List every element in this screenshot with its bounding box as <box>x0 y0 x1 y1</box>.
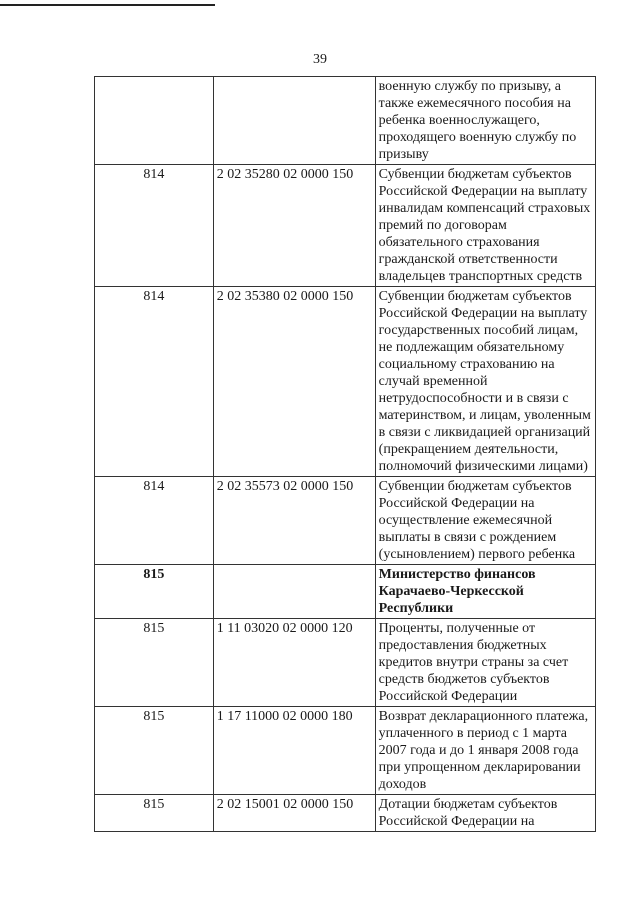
description-cell: Дотации бюджетам субъектов Российской Федерации на <box>375 795 595 832</box>
income-code-cell <box>213 565 375 619</box>
table-row <box>95 619 596 707</box>
description-cell: Субвенции бюджетам субъектов Российской Федерации на выплату государственных пособий лицам, не подлежащим обязательному социальному страхованию на случай временной нетрудоспособности и в связи с материнством, и лицам, уволенным в связи с ликвидацией организаций (прекращением деятельности, полномочий физическими лицами) <box>375 287 595 477</box>
table-row-section-header <box>95 565 596 619</box>
income-code-cell: 2 02 15001 02 0000 150 <box>213 795 375 832</box>
budget-codes-table <box>94 76 596 832</box>
income-code-cell: 2 02 35380 02 0000 150 <box>213 287 375 477</box>
income-code-cell <box>213 77 375 165</box>
admin-code-cell <box>95 77 214 165</box>
income-code-cell: 2 02 35573 02 0000 150 <box>213 477 375 565</box>
admin-code-cell: 814 <box>95 287 214 477</box>
admin-code-cell: 815 <box>95 565 214 619</box>
income-code-cell: 2 02 35280 02 0000 150 <box>213 165 375 287</box>
table-row <box>95 477 596 565</box>
income-code-cell: 1 11 03020 02 0000 120 <box>213 619 375 707</box>
admin-code-cell: 814 <box>95 477 214 565</box>
description-cell: Субвенции бюджетам субъектов Российской Федерации на выплату инвалидам компенсаций страховых премий по договорам обязательного страхования гражданской ответственности владельцев транспортных средств <box>375 165 595 287</box>
description-cell: военную службу по призыву, а также ежемесячного пособия на ребенка военнослужащего, проходящего военную службу по призыву <box>375 77 595 165</box>
admin-code-cell: 814 <box>95 165 214 287</box>
table-row <box>95 165 596 287</box>
admin-code-cell: 815 <box>95 619 214 707</box>
page-number: 39 <box>313 52 327 67</box>
description-cell: Возврат декларационного платежа, уплаченного в период с 1 марта 2007 года и до 1 января 2008 года при упрощенном декларировании доходов <box>375 707 595 795</box>
description-cell: Министерство финансов Карачаево-Черкесской Республики <box>375 565 595 619</box>
description-cell: Субвенции бюджетам субъектов Российской Федерации на осуществление ежемесячной выплаты в связи с рождением (усыновлением) первого ребенка <box>375 477 595 565</box>
top-rule <box>0 4 215 6</box>
admin-code-cell: 815 <box>95 795 214 832</box>
table-row <box>95 707 596 795</box>
table-row <box>95 287 596 477</box>
table-row <box>95 795 596 832</box>
admin-code-cell: 815 <box>95 707 214 795</box>
table-row <box>95 77 596 165</box>
income-code-cell: 1 17 11000 02 0000 180 <box>213 707 375 795</box>
description-cell: Проценты, полученные от предоставления бюджетных кредитов внутри страны за счет средств бюджетов субъектов Российской Федерации <box>375 619 595 707</box>
